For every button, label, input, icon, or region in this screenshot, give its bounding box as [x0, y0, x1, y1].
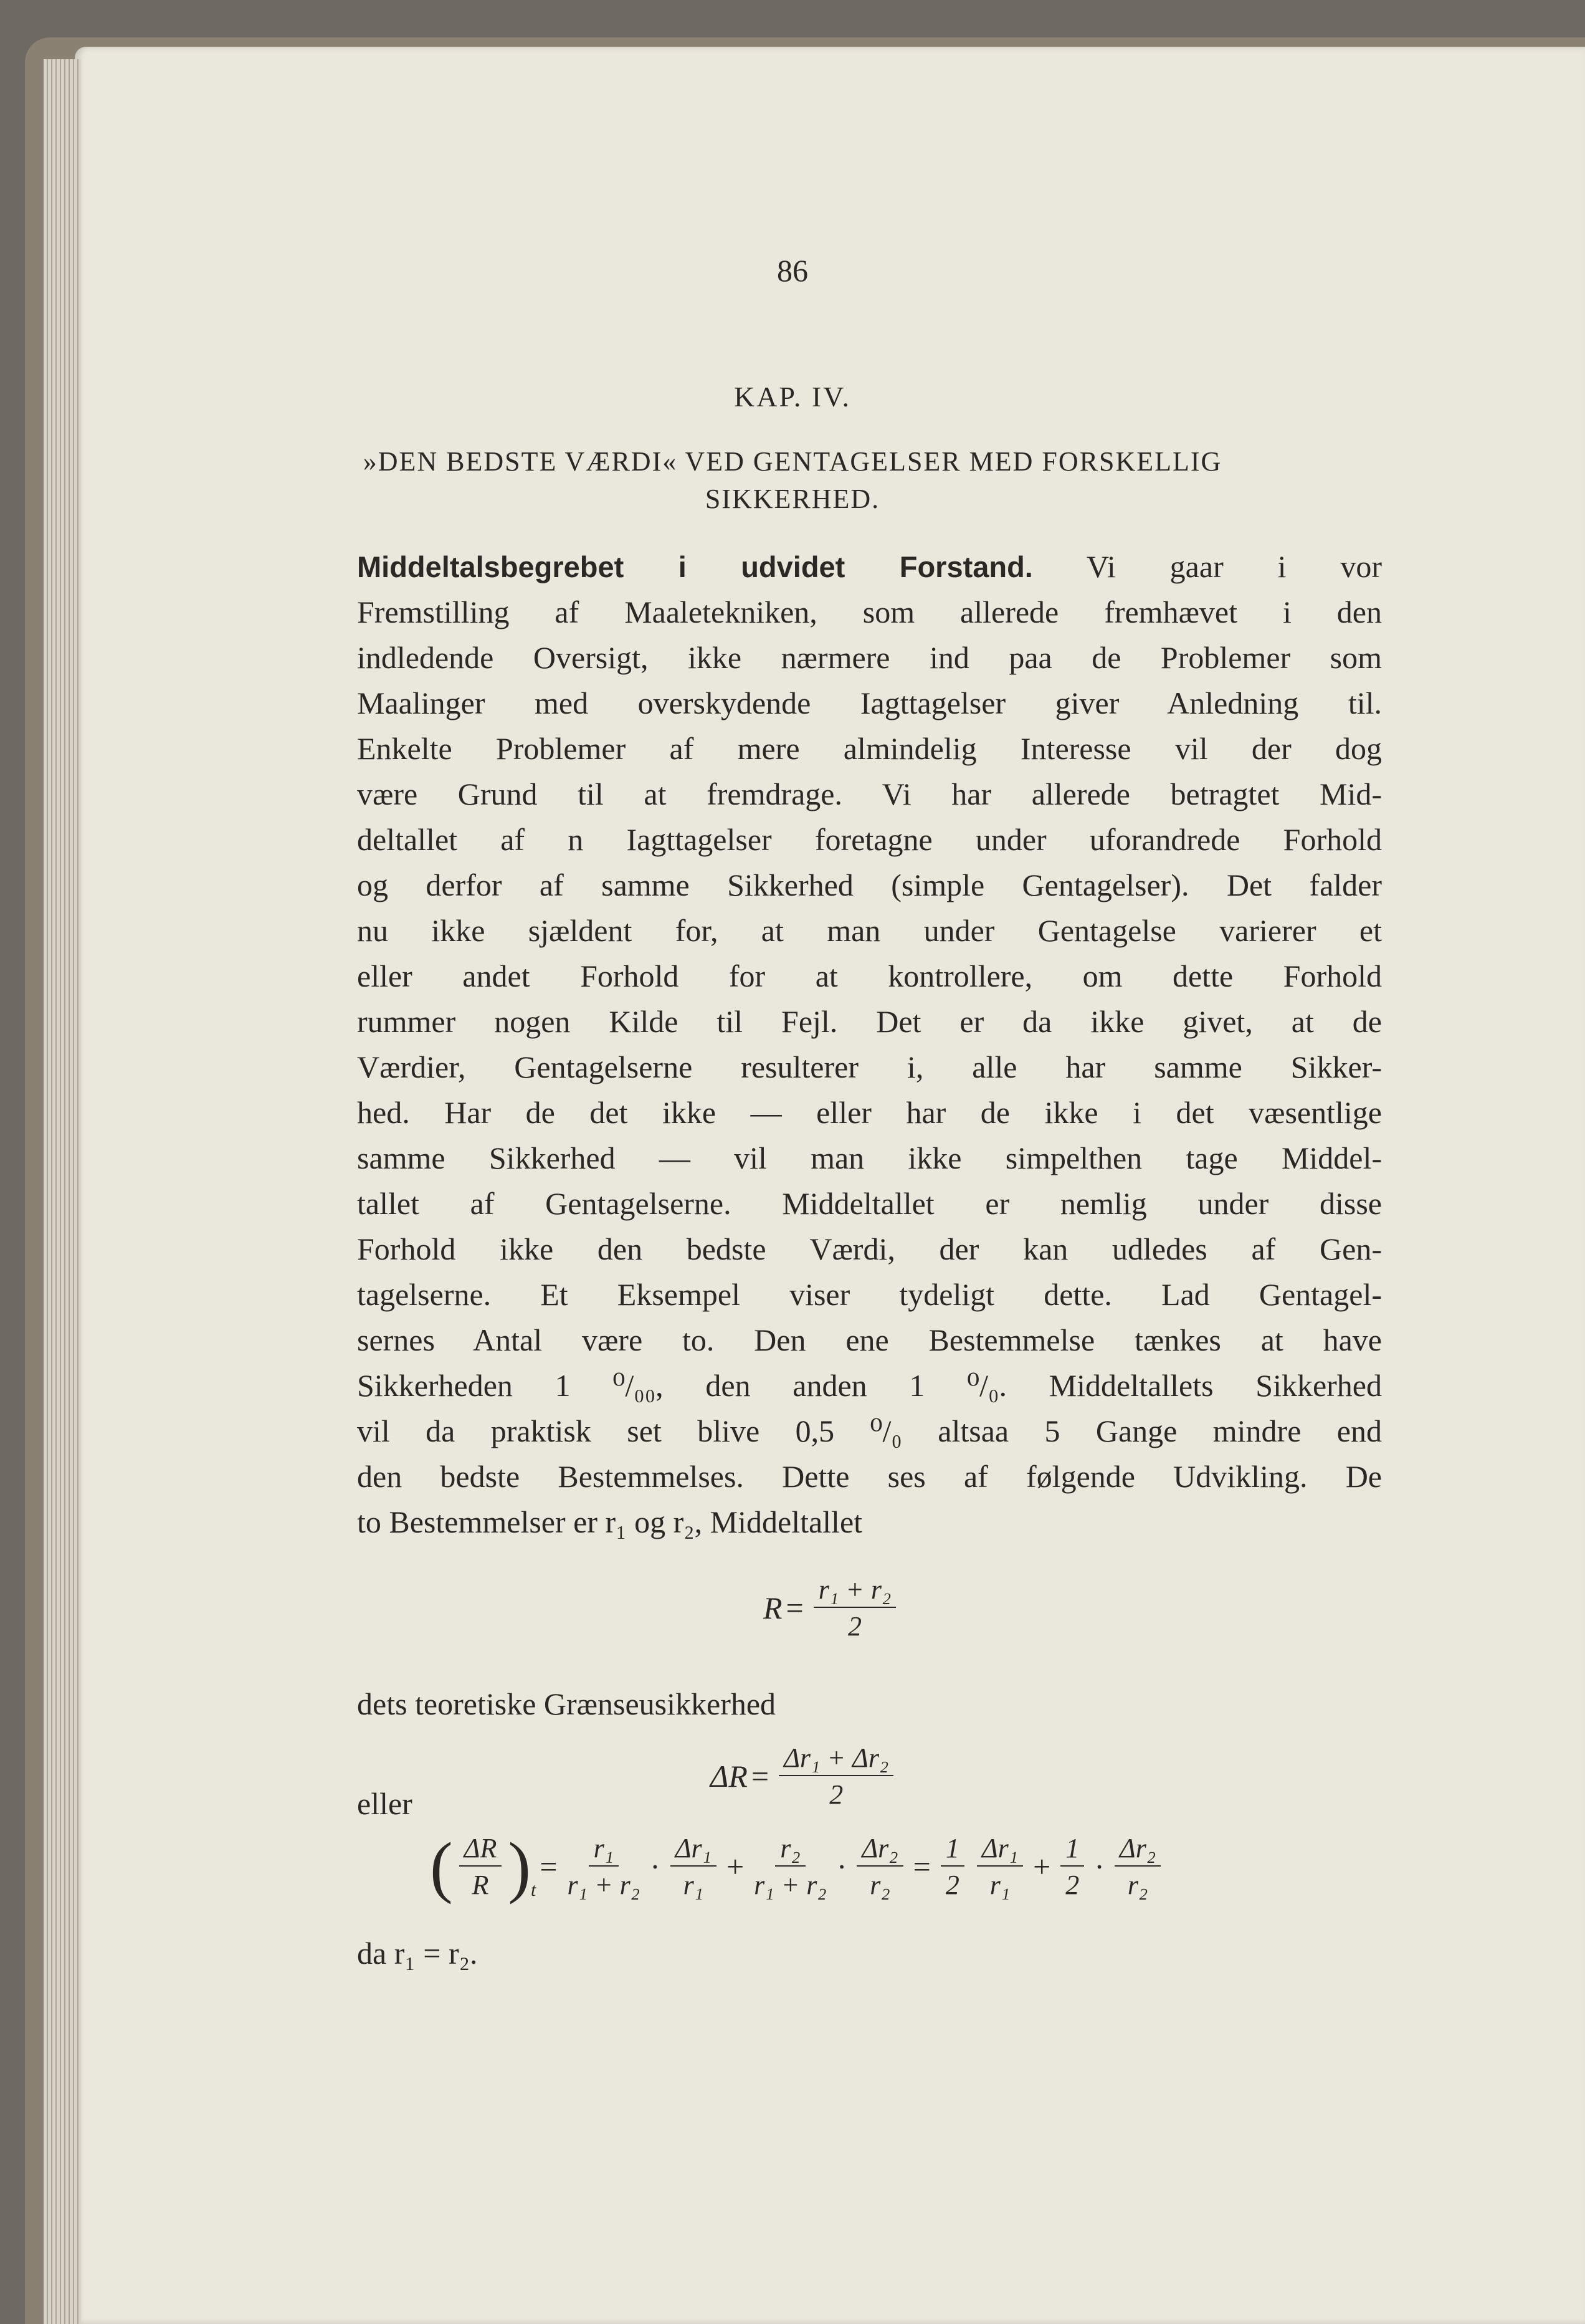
body-line: eller — [357, 1786, 412, 1821]
numerator: Δr₁ + Δr₂ — [779, 1742, 893, 1776]
formula-lhs: ΔR — [710, 1759, 748, 1794]
plus: + — [1033, 1849, 1051, 1884]
page-number: 86 — [777, 253, 808, 288]
numerator: Δr₂ — [857, 1832, 903, 1867]
body-line: to Bestemmelser er r₁ og r₂, Middeltallet — [357, 1504, 863, 1539]
formula-relative-uncertainty — [430, 1829, 1167, 1905]
numerator: Δr₁ — [977, 1832, 1023, 1867]
plus: + — [726, 1849, 745, 1884]
body-line: den bedste Bestemmelses. Dette ses af følgende Udvikling. De — [357, 1459, 1382, 1494]
body-line: Enkelte Problemer af mere almindelig Interesse vil der dog — [357, 731, 1382, 766]
numerator: r₂ — [775, 1832, 805, 1867]
denominator: r₁ — [989, 1870, 1011, 1900]
body-line: vil da praktisk set blive 0,5 ⁰/₀ altsaa 5 Gange mindre end — [357, 1413, 1382, 1448]
formula-mean — [763, 1574, 902, 1642]
body-line: tagelserne. Et Eksempel viser tydeligt dette. Lad Gentagel- — [357, 1277, 1382, 1312]
body-line: da r₁ = r₂. — [357, 1936, 478, 1971]
denominator: r₁ + r₂ — [567, 1870, 640, 1900]
dot: · — [650, 1849, 660, 1884]
denominator: r₂ — [1127, 1870, 1148, 1900]
body-line: Værdier, Gentagelserne resulterer i, alle har samme Sikker- — [357, 1050, 1382, 1084]
fraction — [754, 1832, 827, 1901]
formula-lhs: R — [763, 1590, 783, 1625]
fraction — [1060, 1832, 1084, 1901]
body-line: Forhold ikke den bedste Værdi, der kan udledes af Gen- — [357, 1231, 1382, 1266]
denominator: 2 — [1065, 1870, 1080, 1900]
body-line: hed. Har de det ikke — eller har de ikke i det væsentlige — [357, 1095, 1382, 1130]
numerator: Δr₁ — [670, 1832, 716, 1867]
numerator: r₁ — [589, 1832, 619, 1867]
body-line: samme Sikkerhed — vil man ikke simpelthen tage Middel- — [357, 1140, 1382, 1175]
denominator: R — [472, 1870, 489, 1900]
body-line — [357, 548, 1382, 585]
denominator: 2 — [848, 1611, 862, 1642]
numerator: 1 — [941, 1832, 964, 1867]
fraction — [941, 1832, 964, 1901]
denominator: 2 — [945, 1870, 959, 1900]
paren-left: ( — [430, 1829, 453, 1905]
body-line: nu ikke sjældent for, at man under Gentagelse varierer et — [357, 913, 1382, 948]
body-line: eller andet Forhold for at kontrollere, om dette Forhold — [357, 959, 1382, 993]
body-line: rummer nogen Kilde til Fejl. Det er da ikke givet, at de — [357, 1004, 1382, 1039]
dot: · — [1094, 1849, 1105, 1884]
body-line: indledende Oversigt, ikke nærmere ind paa de Problemer som — [357, 640, 1382, 675]
equals: = — [913, 1849, 931, 1884]
body-line: Maalinger med overskydende Iagttagelser giver Anledning til. — [357, 686, 1382, 720]
equals: = — [751, 1759, 769, 1794]
numerator: Δr₂ — [1115, 1832, 1161, 1867]
section-title: Middeltalsbegrebet i udvidet Forstand. — [357, 550, 1033, 583]
chapter-heading-line-1: »DEN BEDSTE VÆRDI« VED GENTAGELSER MED FORSKELLIG — [363, 446, 1222, 477]
body-line: og derfor af samme Sikkerhed (simple Gentagelser). Det falder — [357, 868, 1382, 902]
fraction — [1115, 1832, 1161, 1901]
fraction — [814, 1574, 897, 1642]
fraction — [977, 1832, 1023, 1901]
equals: = — [540, 1849, 558, 1884]
body-line: sernes Antal være to. Den ene Bestemmelse tænkes at have — [357, 1322, 1382, 1357]
fraction — [670, 1832, 716, 1901]
numerator: ΔR — [459, 1832, 502, 1867]
numerator: r₁ + r₂ — [814, 1574, 897, 1608]
body-line: dets teoretiske Grænseusikkerhed — [357, 1686, 776, 1721]
denominator: r₁ — [683, 1870, 704, 1900]
denominator: r₂ — [870, 1870, 890, 1900]
first-line-text: Vi gaar i vor — [1086, 549, 1382, 584]
body-line: være Grund til at fremdrage. Vi har allerede betragtet Mid- — [357, 777, 1382, 811]
subscript: t — [530, 1880, 536, 1900]
body-line: tallet af Gentagelserne. Middeltallet er nemlig under disse — [357, 1186, 1382, 1221]
fraction — [459, 1832, 502, 1901]
paren-right: ) — [508, 1829, 531, 1905]
denominator: 2 — [829, 1779, 844, 1810]
fraction — [857, 1832, 903, 1901]
denominator: r₁ + r₂ — [754, 1870, 827, 1900]
dot: · — [836, 1849, 847, 1884]
body-line: Sikkerheden 1 ⁰/₀₀, den anden 1 ⁰/₀. Middeltallets Sikkerhed — [357, 1368, 1382, 1403]
numerator: 1 — [1060, 1832, 1084, 1867]
fraction — [568, 1832, 640, 1901]
chapter-heading-line-2: SIKKERHED. — [705, 484, 880, 514]
equals: = — [786, 1590, 804, 1625]
body-line: Fremstilling af Maaletekniken, som allerede fremhævet i den — [357, 595, 1382, 629]
body-line: deltallet af n Iagttagelser foretagne under uforandrede Forhold — [357, 822, 1382, 857]
chapter-label: KAP. IV. — [733, 381, 852, 413]
